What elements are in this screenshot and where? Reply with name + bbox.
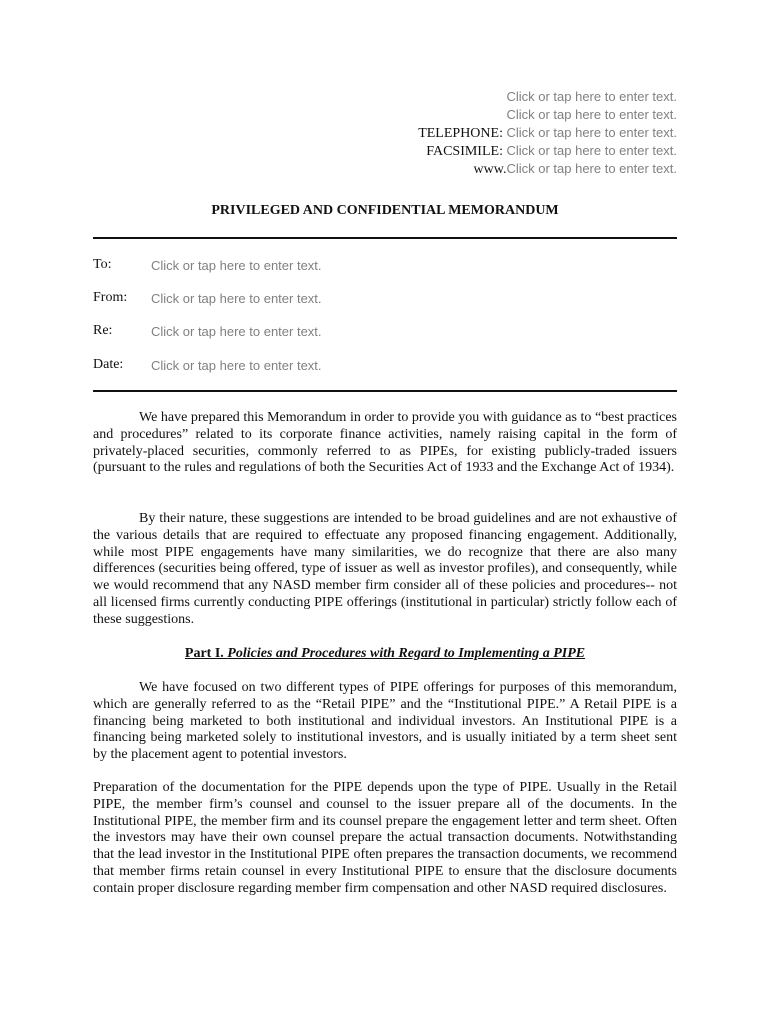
from-label: From: bbox=[93, 290, 128, 305]
intro-paragraph: We have prepared this Memorandum in order to provide you with guidance as to “best practices and procedures” related to its corporate finance activities, namely raising capital in the form of privately-placed securities, commonly referred to as PIPEs, for existing publicly-traded issuers (pursuant to the rules and regulations of both the Securities Act of 1933 and the Exchange Act of 1934). bbox=[93, 410, 677, 476]
bottom-divider bbox=[93, 390, 677, 392]
letterhead-line-1 bbox=[418, 88, 677, 106]
date-label: Date: bbox=[93, 357, 124, 372]
telephone-field[interactable]: Click or tap here to enter text. bbox=[506, 125, 677, 140]
to-field[interactable]: Click or tap here to enter text. bbox=[151, 258, 322, 273]
telephone-label: TELEPHONE: bbox=[418, 126, 507, 141]
letterhead-website bbox=[418, 160, 677, 178]
to-label: To: bbox=[93, 257, 112, 272]
guidelines-paragraph: By their nature, these suggestions are intended to be broad guidelines and are not exhaustive of the various details that are required to effectuate any proposed financing engagement. Additionally, while most PIPE engagements have many similarities, we do recognize that there are also many differences (securities being offered, type of issuer as well as investor profiles), and consequently, while we would recommend that any NASD member firm consider all of these policies and procedures-- not all licensed firms currently conducting PIPE offerings (institutional in particular) strictly follow each of these suggestions. bbox=[93, 511, 677, 627]
re-label: Re: bbox=[93, 323, 113, 338]
website-field[interactable]: Click or tap here to enter text. bbox=[506, 161, 677, 176]
facsimile-label: FACSIMILE: bbox=[426, 144, 507, 159]
from-field[interactable]: Click or tap here to enter text. bbox=[151, 291, 322, 306]
section-heading-part-1 bbox=[93, 646, 677, 662]
address-line-1-field[interactable]: Click or tap here to enter text. bbox=[506, 89, 677, 104]
documentation-paragraph: Preparation of the documentation for the PIPE depends upon the type of PIPE. Usually in the Retail PIPE, the member firm’s counsel and counsel to the issuer prepare all of the documents. In the Institutional PIPE, the member firm and its counsel prepare the engagement letter and term sheet. Often the investors may have their own counsel prepare the actual transaction documents. Notwithstanding that the lead investor in the Institutional PIPE often prepares the transaction documents, we recommend that member firms retain counsel in every Institutional PIPE to ensure that the disclosure documents contain proper disclosure regarding member firm compensation and other NASD required disclosures. bbox=[93, 780, 677, 896]
letterhead-line-2 bbox=[418, 106, 677, 124]
letterhead bbox=[418, 88, 677, 178]
section-heading-prefix: Part I. bbox=[184, 646, 228, 661]
address-line-2-field[interactable]: Click or tap here to enter text. bbox=[506, 107, 677, 122]
top-divider bbox=[93, 237, 677, 239]
pipe-types-paragraph: We have focused on two different types of PIPE offerings for purposes of this memorandum, which are generally referred to as the “Retail PIPE” and the “Institutional PIPE.” A Retail PIPE is a financing being marketed to both institutional and individual investors. An Institutional PIPE is a financing being marketed solely to institutional investors, and is usually initiated by a term sheet sent by the placement agent to potential investors. bbox=[93, 680, 677, 763]
website-label: www. bbox=[473, 162, 507, 177]
date-field[interactable]: Click or tap here to enter text. bbox=[151, 358, 322, 373]
re-field[interactable]: Click or tap here to enter text. bbox=[151, 324, 322, 339]
section-heading-title: Policies and Procedures with Regard to Implementing a PIPE bbox=[227, 646, 586, 661]
letterhead-telephone bbox=[418, 124, 677, 142]
facsimile-field[interactable]: Click or tap here to enter text. bbox=[506, 143, 677, 158]
letterhead-facsimile bbox=[418, 142, 677, 160]
memo-title: PRIVILEGED AND CONFIDENTIAL MEMORANDUM bbox=[211, 203, 559, 218]
